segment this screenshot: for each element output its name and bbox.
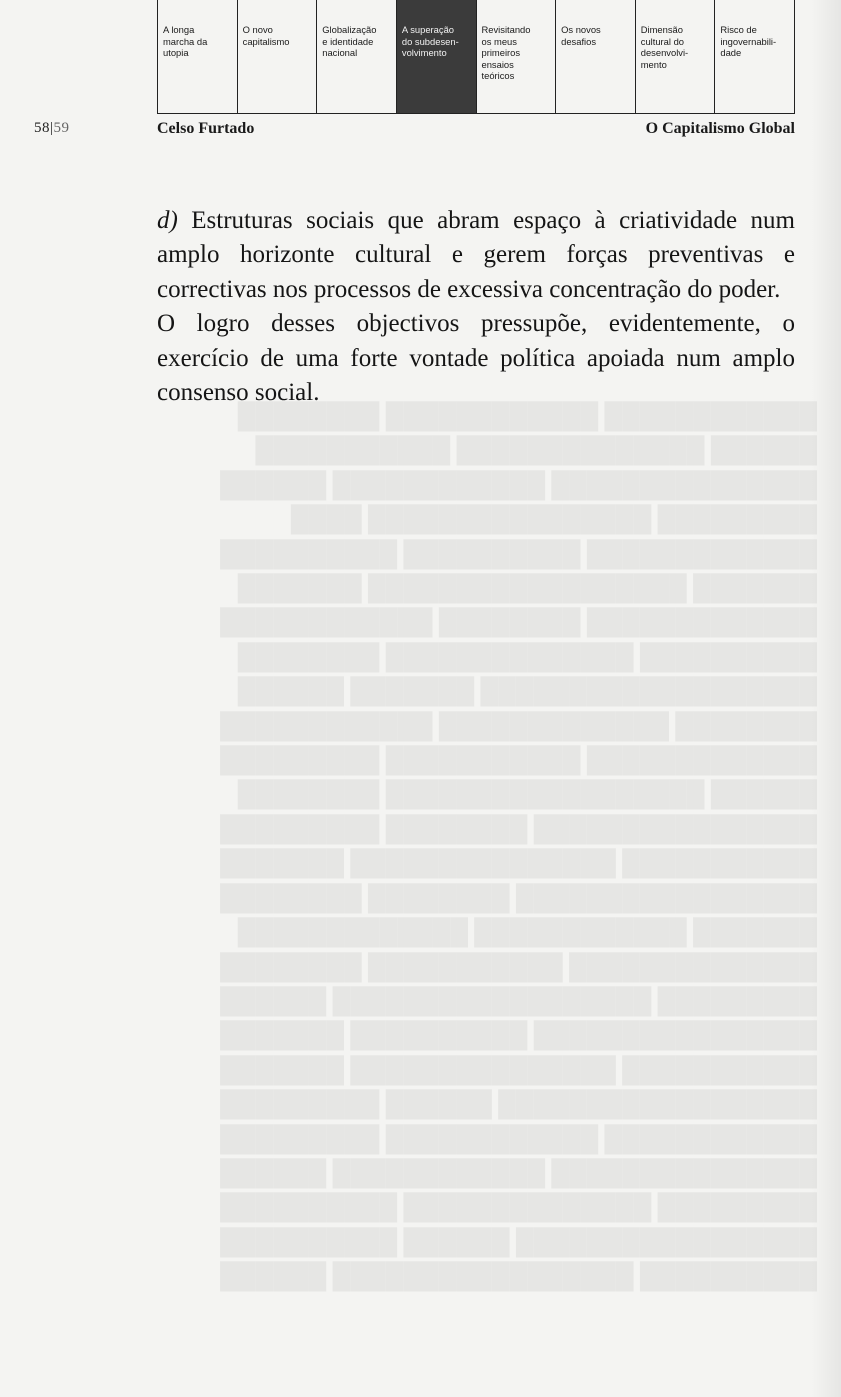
show-through-line: ██████████████ ███████████ ████████ xyxy=(219,953,817,981)
running-header-author: Celso Furtado xyxy=(157,120,255,137)
show-through-line: ███████████████████ ███████ ██████ xyxy=(237,678,817,706)
show-through-line: ██████ ██████████████ ███████████ xyxy=(255,437,817,465)
page-numbers xyxy=(34,120,70,137)
show-through-line: ███████████ ███████████████ ███████ xyxy=(219,850,817,878)
list-item-text: Estruturas sociais que abram espaço à criatividade num amplo horizonte cultural e gerem forças preventivas e correctivas nos processos de excessiva concentração do poder. xyxy=(157,207,795,303)
page-number-right: 59 xyxy=(53,120,70,136)
show-through-line: ██████ ██████████████████ ████████ xyxy=(237,781,817,809)
show-through-line: ███████████████ ████████████ ██████ xyxy=(219,1159,817,1187)
page-edge-shade xyxy=(811,0,841,1397)
page-number-separator: | xyxy=(50,120,54,136)
chapter-tab[interactable]: A longa marcha da utopia xyxy=(157,0,237,113)
body-paragraph: O logro desses objectivos pressupõe, evidentemente, o exercício de uma forte vontade política apoiada num amplo consenso social. xyxy=(157,310,795,407)
chapter-tab[interactable]: Os novos desafios xyxy=(555,0,635,113)
show-through-line: ████████████████ ██████████ ███████ xyxy=(219,1022,817,1050)
show-through-line: ███████████ ███████████████ ███████ xyxy=(219,1056,817,1084)
show-through-line: ████████████████ ████████ █████████ xyxy=(219,815,817,843)
chapter-tab-active[interactable]: A superação do subdesen- volvimento xyxy=(396,0,476,113)
show-through-line: ████████████ ████████████ ████████ xyxy=(237,403,817,430)
show-through-line: █████████████████ ████████ ████████ xyxy=(219,884,817,912)
show-through-line: █████████████ ██████████ ██████████ xyxy=(219,540,817,568)
show-through-line: ███████████████ ████████████ ██████ xyxy=(219,471,817,499)
show-through-line: █████████ ████████████████ ████ xyxy=(290,506,817,534)
chapter-tab[interactable]: Dimensão cultural do desenvolvi- mento xyxy=(635,0,715,113)
show-through-texture xyxy=(157,400,817,1295)
show-through-line: █████████ ██████████████ ██████████ xyxy=(219,1194,817,1222)
show-through-line: ███████ ████████████ █████████████ xyxy=(237,919,817,947)
show-through-line: ████████████ ████████████ █████████ xyxy=(219,1125,817,1153)
list-item-letter: d) xyxy=(157,207,178,234)
show-through-line: ███████ ██████████████████ ███████ xyxy=(237,575,817,603)
show-through-line: ██████████ ██████████████ ████████ xyxy=(237,643,817,671)
chapter-tab[interactable]: Risco de ingovernabili- dade xyxy=(714,0,795,113)
show-through-line: █████████████████ ██████ ██████████ xyxy=(219,1228,817,1256)
body-text xyxy=(157,204,795,410)
chapter-tab[interactable]: Globalização e identidade nacional xyxy=(316,0,396,113)
show-through-line: ████████ █████████████ ████████████ xyxy=(219,712,817,740)
chapter-tab[interactable]: O novo capitalismo xyxy=(237,0,317,113)
show-through-line: █████████████ ████████ ████████████ xyxy=(219,609,817,637)
show-through-line: ██████████████████ ██████ █████████ xyxy=(219,1091,817,1119)
page-number-left: 58 xyxy=(34,120,50,136)
chapter-tab-strip xyxy=(157,0,795,114)
show-through-line: █████████████ ███████████ █████████ xyxy=(219,747,817,775)
chapter-tab[interactable]: Revisitando os meus primeiros ensaios teóricos xyxy=(476,0,556,113)
show-through-line: ██████████ █████████████████ ██████ xyxy=(219,1263,817,1291)
running-header-title: O Capitalismo Global xyxy=(645,120,795,137)
list-item-d xyxy=(157,204,795,307)
show-through-line: █████████ ██████████████████ ██████ xyxy=(219,987,817,1015)
